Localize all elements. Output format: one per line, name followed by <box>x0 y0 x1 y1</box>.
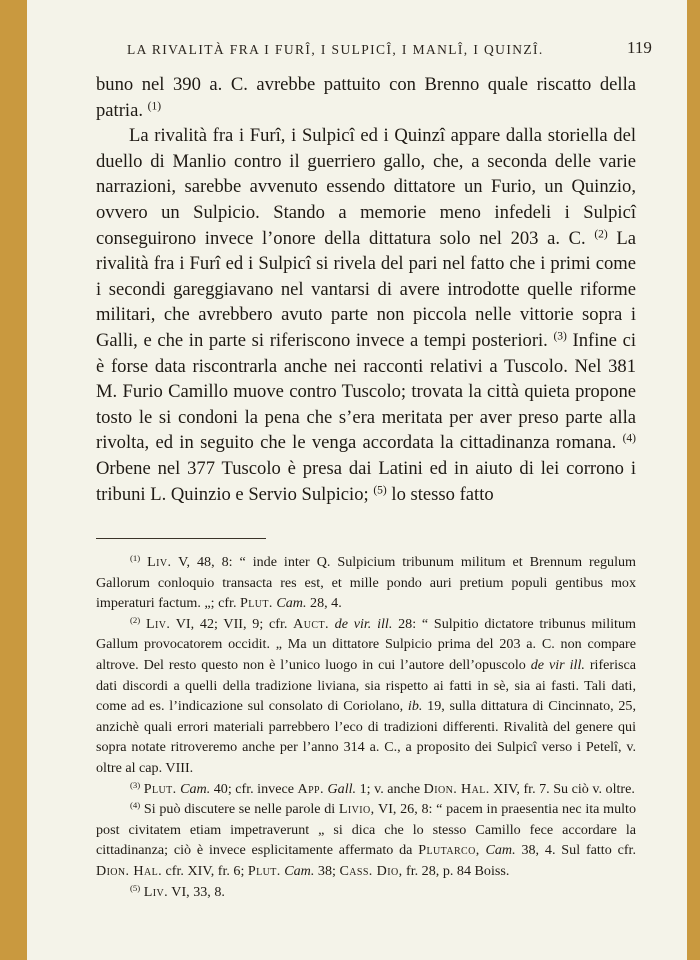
text-run: 38; <box>314 862 340 879</box>
text-run: 1; v. anche <box>356 780 424 797</box>
author-abbrev: Livio, <box>338 801 375 818</box>
footnote-5 <box>96 882 636 903</box>
text-run: XIV, fr. 7. Su ciò v. oltre. <box>489 780 635 797</box>
footnote-separator <box>96 538 266 539</box>
footnotes <box>96 552 636 902</box>
work-title: Gall. <box>327 780 357 797</box>
author-abbrev: Dion. Hal. <box>423 780 490 797</box>
footnote-ref-3[interactable]: (3) <box>553 330 567 343</box>
text-run: 38, 4. Sul fatto cfr. <box>515 842 636 859</box>
author-abbrev: Liv. <box>145 615 171 632</box>
author-abbrev: Cass. Dio, <box>339 862 403 879</box>
author-abbrev: Plut. <box>143 780 177 797</box>
text-run: lo stesso fatto <box>386 483 494 505</box>
footnote-2 <box>96 614 636 779</box>
work-title: de vir. ill. <box>334 615 393 632</box>
footnote-number: (2) <box>130 614 141 625</box>
text-run: Orbene nel 377 Tuscolo è presa dai Latini ed in aiuto di lei corrono i tribuni L. Quinzio e Servio Sulpicio; <box>96 457 636 505</box>
author-abbrev: Plutarco, <box>418 842 480 859</box>
text-run: La rivalità fra i Furî, i Sulpicî ed i Quinzî appare dalla storiella del duello di Manlio contro il guerriero gallo, che, a seconda delle varie narrazioni, sarebbe avvenuto essendo dittatore un Furio, un Quinzio, ovvero un Sulpicio. Stando a memorie meno infedeli i Sulpicî conseguirono invece l’onore della dittatura solo nel 203 a. C. <box>96 125 636 249</box>
work-title: Cam. <box>180 780 211 797</box>
text-run: fr. 28, p. 84 Boiss. <box>402 862 510 879</box>
footnote-ref-4[interactable]: (4) <box>622 432 636 445</box>
text-run: La rivalità fra i Furî ed i Sulpicî si rivela del pari nel fatto che i primi come i secondi gareggiavano nel vantarsi di avere introdotte quelle riforme militari, che avrebbero avuto parte non piccola nelle vittorie sopra i Galli, e che in parte si riferiscono invece a tempi posteriori. <box>96 227 636 351</box>
text-run: VI, 26, 8: “ pacem in praesentia nec ita multo post civitatem etiam impetraverunt „ si dica che lo stesso Camillo fece accordare la cittadinanza; ciò è invece esplicitamente affermato da <box>96 801 636 859</box>
text-run: Si può discutere se nelle parole di <box>140 801 339 818</box>
footnote-3 <box>96 779 636 800</box>
text-run: V, 48, 8: “ inde inter Q. Sulpicium tribunum militum et Brennum regulum Gallorum conloquio transacta res est, et mille pondo auri pretium populi gentibus mox imperaturi factum. „; cfr. <box>96 554 636 612</box>
author-abbrev: Liv. <box>147 554 172 570</box>
author-abbrev: App. <box>297 780 324 797</box>
work-title: Cam. <box>485 842 516 859</box>
footnote-number: (5) <box>130 882 141 893</box>
author-abbrev: Plut. <box>240 595 273 612</box>
running-head: LA RIVALITÀ FRA I FURÎ, I SULPICÎ, I MANLÎ, I QUINZÎ. <box>127 42 544 57</box>
work-title: ib. <box>407 698 423 715</box>
footnote-4 <box>96 799 636 881</box>
footnote-number: (4) <box>130 800 141 811</box>
footnote-1 <box>96 552 636 614</box>
footnote-number: (1) <box>130 553 141 564</box>
footnote-ref-2[interactable]: (2) <box>594 228 608 241</box>
text-run: Infine ci è forse data riscontrarla anche nei racconti relativi a Tuscolo. Nel 381 M. Furio Camillo muove contro Tuscolo; trovata la città quieta propone tosto le si condoni la pena che s’era meritata per aver preso parte alla rivolta, ed in seguito che le venga accordata la cittadinanza romana. <box>96 329 636 454</box>
author-abbrev: Plut. <box>247 862 281 879</box>
footnote-ref-1[interactable]: (1) <box>147 100 162 113</box>
text-run: 28: “ Sulpitio dictatore tribunus militum Gallum provocatorem occidit. „ Ma un dittatore Sulpicio prima del 203 a. C. non compare altrove. Del resto questo non è l’unico luogo in cui l’autore dell’opuscolo <box>96 615 636 673</box>
paragraph-rivalry <box>96 123 636 507</box>
author-abbrev: Auct. <box>293 615 329 632</box>
book-page <box>27 0 687 960</box>
text-run: VI, 42; VII, 9; cfr. <box>170 615 294 632</box>
paragraph-continuation <box>96 72 636 123</box>
text-run: 40; cfr. invece <box>210 780 298 797</box>
text-run: VI, 33, 8. <box>168 883 225 900</box>
text-run: cfr. XIV, fr. 6; <box>162 862 248 879</box>
text-run: 19, sulla dittatura di Cincinnato, 25, anzichè quali errori materiali parrebbero l’eco di tradizioni differenti. Rivalità del genere qui sopra notate ritroveremo anche per l’anno 314 a. C., a proposito dei Sulpicî verso i Petelî, v. oltre al cap. VIII. <box>96 698 636 776</box>
footnote-number: (3) <box>130 779 141 790</box>
page-number: 119 <box>627 38 652 57</box>
work-title: de vir ill. <box>530 656 585 673</box>
text-run: 28, 4. <box>306 595 342 612</box>
text-run: buno nel 390 a. C. avrebbe pattuito con Brenno quale riscatto della patria. <box>96 74 636 121</box>
author-abbrev: Liv. <box>143 883 169 900</box>
author-abbrev: Dion. Hal. <box>96 862 163 879</box>
main-text <box>96 72 636 507</box>
work-title: Cam. <box>284 862 315 879</box>
footnote-ref-5[interactable]: (5) <box>373 484 387 497</box>
work-title: Cam. <box>276 595 307 612</box>
text-run: riferisca dati discordi a quelli della tradizione liviana, sia rispetto ai fatti in sè, sia ai fasti. Tali dati, come ad es. l’indicazione sul consolato di Coriolano, <box>96 656 637 715</box>
